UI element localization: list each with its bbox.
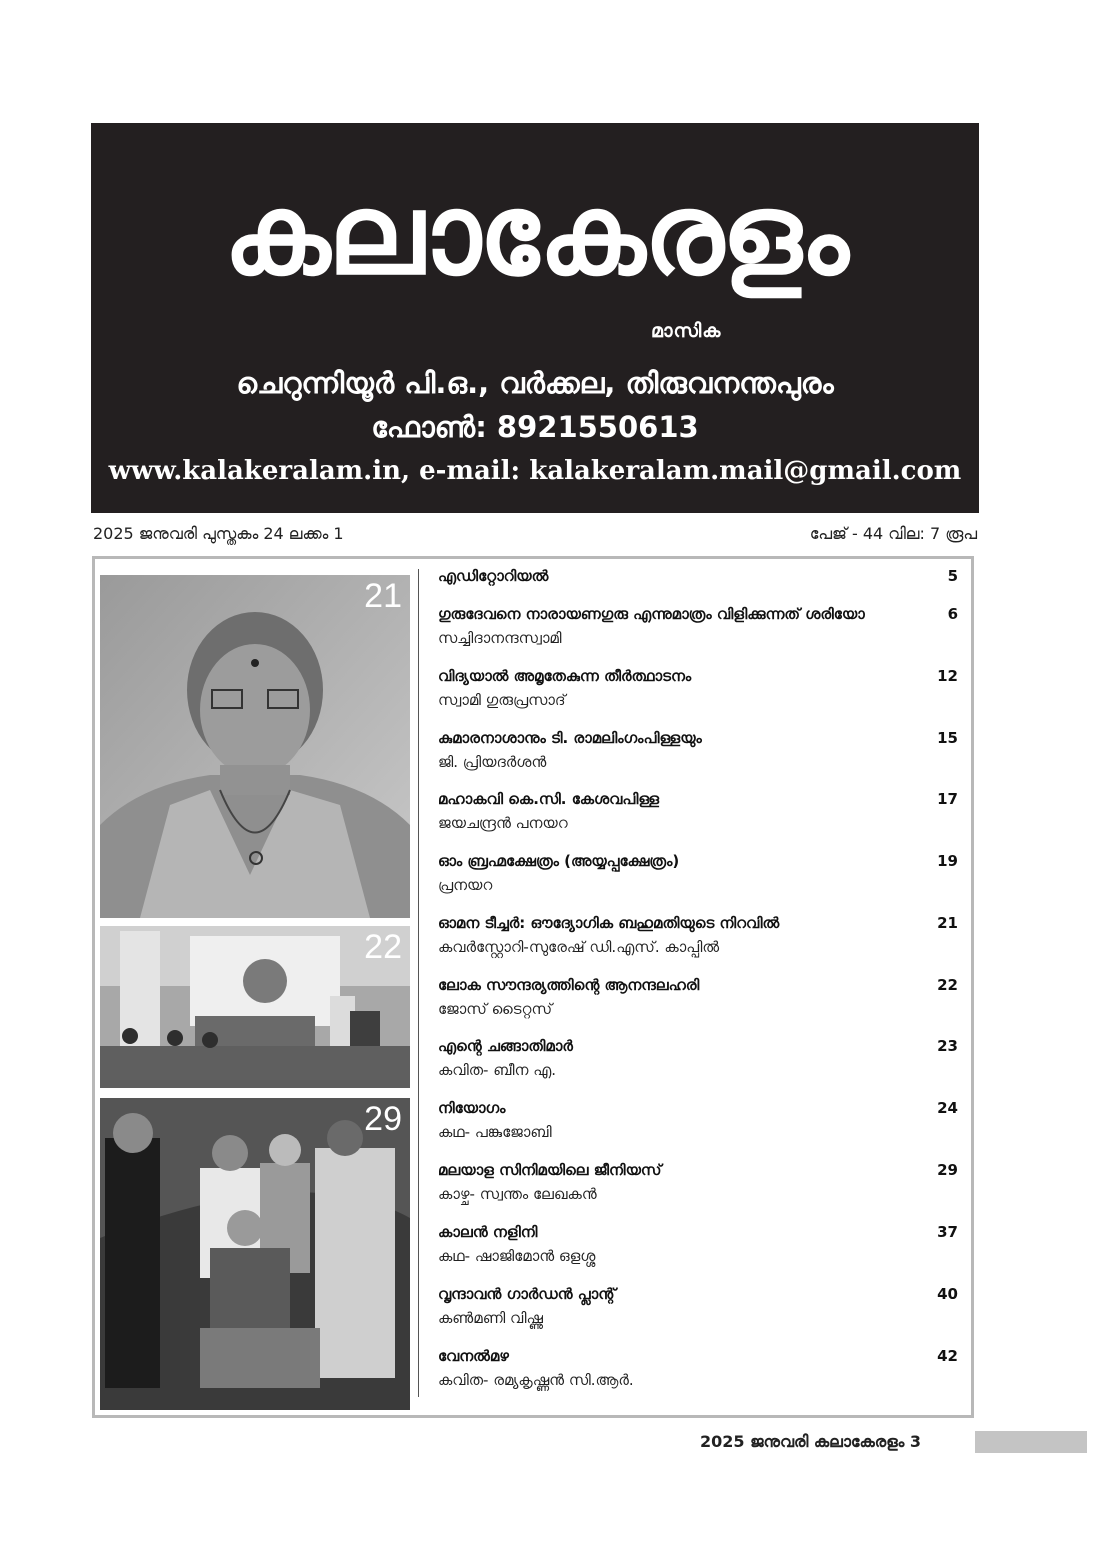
toc-entry[interactable] bbox=[438, 1347, 958, 1407]
toc-title: വിദ്യയാൽ അമൃതേകുന്ന തീർത്ഥാടനം bbox=[438, 667, 692, 685]
toc-page: 23 bbox=[937, 1037, 958, 1055]
toc-title: വൃന്ദാവൻ ഗാർഡൻ പ്ലാന്റ് bbox=[438, 1285, 616, 1303]
contents-frame bbox=[92, 556, 974, 1418]
toc-author: ജോസ് ടൈറ്റസ് bbox=[438, 1000, 553, 1018]
cover-photo-film-event bbox=[100, 1098, 410, 1410]
toc-entry[interactable] bbox=[438, 667, 958, 727]
toc-entry[interactable] bbox=[438, 1285, 958, 1345]
toc-page: 21 bbox=[937, 914, 958, 932]
price-info: പേജ് - 44 വില: 7 രൂപ bbox=[809, 524, 977, 543]
toc-entry[interactable] bbox=[438, 605, 958, 665]
toc-author: കവിത- ബീന എ. bbox=[438, 1061, 557, 1079]
publisher-web-email: www.kalakeralam.in, e-mail: kalakeralam.mail@gmail.com bbox=[108, 456, 962, 486]
page-footer: 2025 ജനുവരി കലാകേരളം 3 bbox=[700, 1432, 922, 1451]
photo-page-number: 29 bbox=[364, 1100, 402, 1138]
toc-author: സച്ചിദാനന്ദസ്വാമി bbox=[438, 629, 562, 647]
cover-photo-portrait bbox=[100, 575, 410, 918]
photo-page-number: 21 bbox=[364, 577, 402, 615]
toc-author: കഥ- ഷാജിമോൻ ഒളശ്ശ bbox=[438, 1247, 596, 1265]
issue-info: 2025 ജനുവരി പുസ്തകം 24 ലക്കം 1 bbox=[93, 524, 344, 543]
toc-title: മഹാകവി കെ.സി. കേശവപിള്ള bbox=[438, 790, 660, 808]
toc-author: പ്രനയറ bbox=[438, 876, 493, 894]
toc-page: 40 bbox=[937, 1285, 958, 1303]
toc-page: 5 bbox=[947, 567, 958, 585]
toc-author: കാഴ്ച- സ്വന്തം ലേഖകൻ bbox=[438, 1185, 597, 1203]
toc-entry[interactable] bbox=[438, 852, 958, 912]
toc-title: മലയാള സിനിമയിലെ ജീനിയസ് bbox=[438, 1161, 662, 1179]
toc-title: എന്റെ ചങ്ങാതിമാർ bbox=[438, 1037, 573, 1055]
toc-title: ലോക സൗന്ദര്യത്തിന്റെ ആനന്ദലഹരി bbox=[438, 976, 700, 994]
toc-entry[interactable] bbox=[438, 976, 958, 1036]
toc-title: കാലൻ നളിനി bbox=[438, 1223, 538, 1241]
toc-title: വേനൽമഴ bbox=[438, 1347, 509, 1365]
toc-author: കവിത- രമ്യകൃഷ്ണൻ സി.ആർ. bbox=[438, 1371, 634, 1389]
toc-title: കുമാരനാശാനും ടി. രാമലിംഗംപിള്ളയും bbox=[438, 729, 702, 747]
publisher-phone: ഫോൺ: 8921550613 bbox=[371, 410, 699, 444]
toc-author: കഥ- പങ്കുജോബി bbox=[438, 1123, 552, 1141]
toc-title: എഡിറ്റോറിയൽ bbox=[438, 567, 549, 585]
toc-page: 12 bbox=[937, 667, 958, 685]
toc-author: കവർസ്റ്റോറി-സുരേഷ് ഡി.എസ്. കാപ്പിൽ bbox=[438, 938, 720, 956]
toc-page: 42 bbox=[937, 1347, 958, 1365]
publisher-address: ചെറുന്നിയൂർ പി.ഒ., വർക്കല, തിരുവനന്തപുരം bbox=[236, 366, 834, 400]
cover-photo-event bbox=[100, 926, 410, 1088]
toc-title: നിയോഗം bbox=[438, 1099, 506, 1117]
toc-entry[interactable] bbox=[438, 914, 958, 974]
toc-page: 24 bbox=[937, 1099, 958, 1117]
film-event-image bbox=[100, 1098, 410, 1410]
toc-author: കൺമണി വിഷ്ണു bbox=[438, 1309, 543, 1327]
toc-author: സ്വാമി ഗുരുപ്രസാദ് bbox=[438, 691, 566, 709]
toc-page: 22 bbox=[937, 976, 958, 994]
magazine-subtitle: മാസിക bbox=[651, 320, 722, 342]
toc-entry[interactable] bbox=[438, 1037, 958, 1097]
magazine-title: കലാകേരളം bbox=[223, 170, 847, 300]
toc-title: ഓം ബ്രഹ്മക്ഷേത്രം (അയ്യപ്പക്ഷേത്രം) bbox=[438, 852, 680, 870]
toc-page: 6 bbox=[947, 605, 958, 623]
toc-entry[interactable] bbox=[438, 729, 958, 789]
toc-entry[interactable] bbox=[438, 790, 958, 850]
portrait-image bbox=[100, 575, 410, 918]
toc-page: 19 bbox=[937, 852, 958, 870]
toc-entry[interactable] bbox=[438, 1223, 958, 1283]
toc-page: 37 bbox=[937, 1223, 958, 1241]
toc-entry[interactable] bbox=[438, 1099, 958, 1159]
toc-author: ജി. പ്രിയദർശൻ bbox=[438, 753, 547, 771]
masthead bbox=[91, 123, 979, 513]
toc-author: ജയചന്ദ്രൻ പനയറ bbox=[438, 814, 568, 832]
toc-page: 17 bbox=[937, 790, 958, 808]
toc-title: ഓമന ടീച്ചർ: ഔദ്യോഗിക ബഹുമതിയുടെ നിറവിൽ bbox=[438, 914, 780, 932]
footer-bar bbox=[975, 1431, 1087, 1453]
photo-page-number: 22 bbox=[364, 928, 402, 966]
toc-title: ഗുരുദേവനെ നാരായണഗുരു എന്നുമാത്രം വിളിക്കുന്നത് ശരിയോ bbox=[438, 605, 865, 623]
toc-page: 15 bbox=[937, 729, 958, 747]
column-divider bbox=[418, 569, 419, 1397]
toc-page: 29 bbox=[937, 1161, 958, 1179]
toc-entry[interactable] bbox=[438, 1161, 958, 1221]
